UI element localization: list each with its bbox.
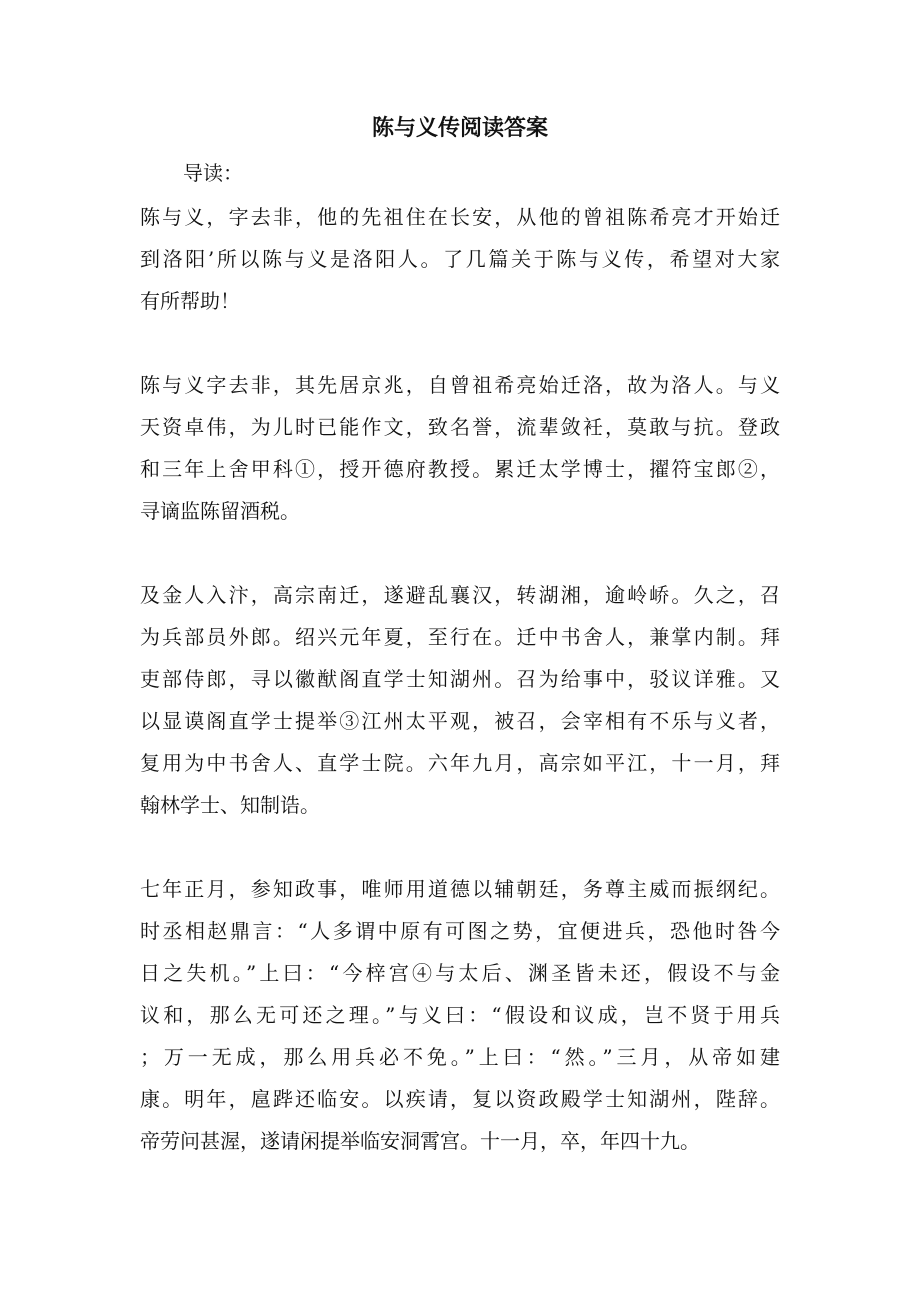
text-line: 有所帮助！	[140, 289, 240, 313]
text-line: 七年正月，参知政事，唯师用道德以辅朝廷，务尊主威而振纲纪。	[140, 877, 780, 901]
text-line: 吏部侍郎，寻以徽猷阁直学士知湖州。召为给事中，驳议详雅。又	[140, 667, 780, 691]
text-line: 到洛阳’所以陈与义是洛阳人。了几篇关于陈与义传，希望对大家	[140, 247, 780, 271]
text-line: 及金人入汴，高宗南迁，遂避乱襄汉，转湖湘，逾岭峤。久之，召	[140, 583, 780, 607]
text-line: 天资卓伟，为儿时已能作文，致名誉，流辈敛衽，莫敢与抗。登政	[140, 415, 780, 439]
text-line: 日之失机。”上曰：“今梓宫④与太后、渊圣皆未还，假设不与金	[140, 961, 780, 985]
text-line: 复用为中书舍人、直学士院。六年九月，高宗如平江，十一月，拜	[140, 751, 780, 775]
text-line: 议和，那么无可还之理。”与义曰：“假设和议成，岂不贤于用兵	[140, 1003, 780, 1027]
text-line: 为兵部员外郎。绍兴元年夏，至行在。迁中书舍人，兼掌内制。拜	[140, 625, 780, 649]
text-line: 帝劳问甚渥，遂请闲提举临安洞霄宫。十一月，卒，年四十九。	[140, 1129, 700, 1153]
lead-label: 导读：	[183, 161, 243, 185]
text-line: 寻谪监陈留酒税。	[140, 499, 300, 523]
text-line: 翰林学士、知制诰。	[140, 793, 320, 817]
text-line: ；万一无成，那么用兵必不免。”上曰：“然。”三月，从帝如建	[140, 1045, 780, 1069]
text-line: 时丞相赵鼎言：“人多谓中原有可图之势，宜便进兵，恐他时咎今	[140, 919, 780, 943]
document-title: 陈与义传阅读答案	[371, 115, 548, 141]
text-line: 和三年上舍甲科①，授开德府教授。累迁太学博士，擢符宝郎②，	[140, 457, 780, 481]
text-line: 以显谟阁直学士提举③江州太平观，被召，会宰相有不乐与义者，	[140, 709, 780, 733]
text-line: 陈与义，字去非，他的先祖住在长安，从他的曾祖陈希亮才开始迁	[140, 205, 780, 229]
text-line: 陈与义字去非，其先居京兆，自曾祖希亮始迁洛，故为洛人。与义	[140, 373, 780, 397]
text-line: 康。明年，扈跸还临安。以疾请，复以资政殿学士知湖州，陛辞。	[140, 1087, 780, 1111]
